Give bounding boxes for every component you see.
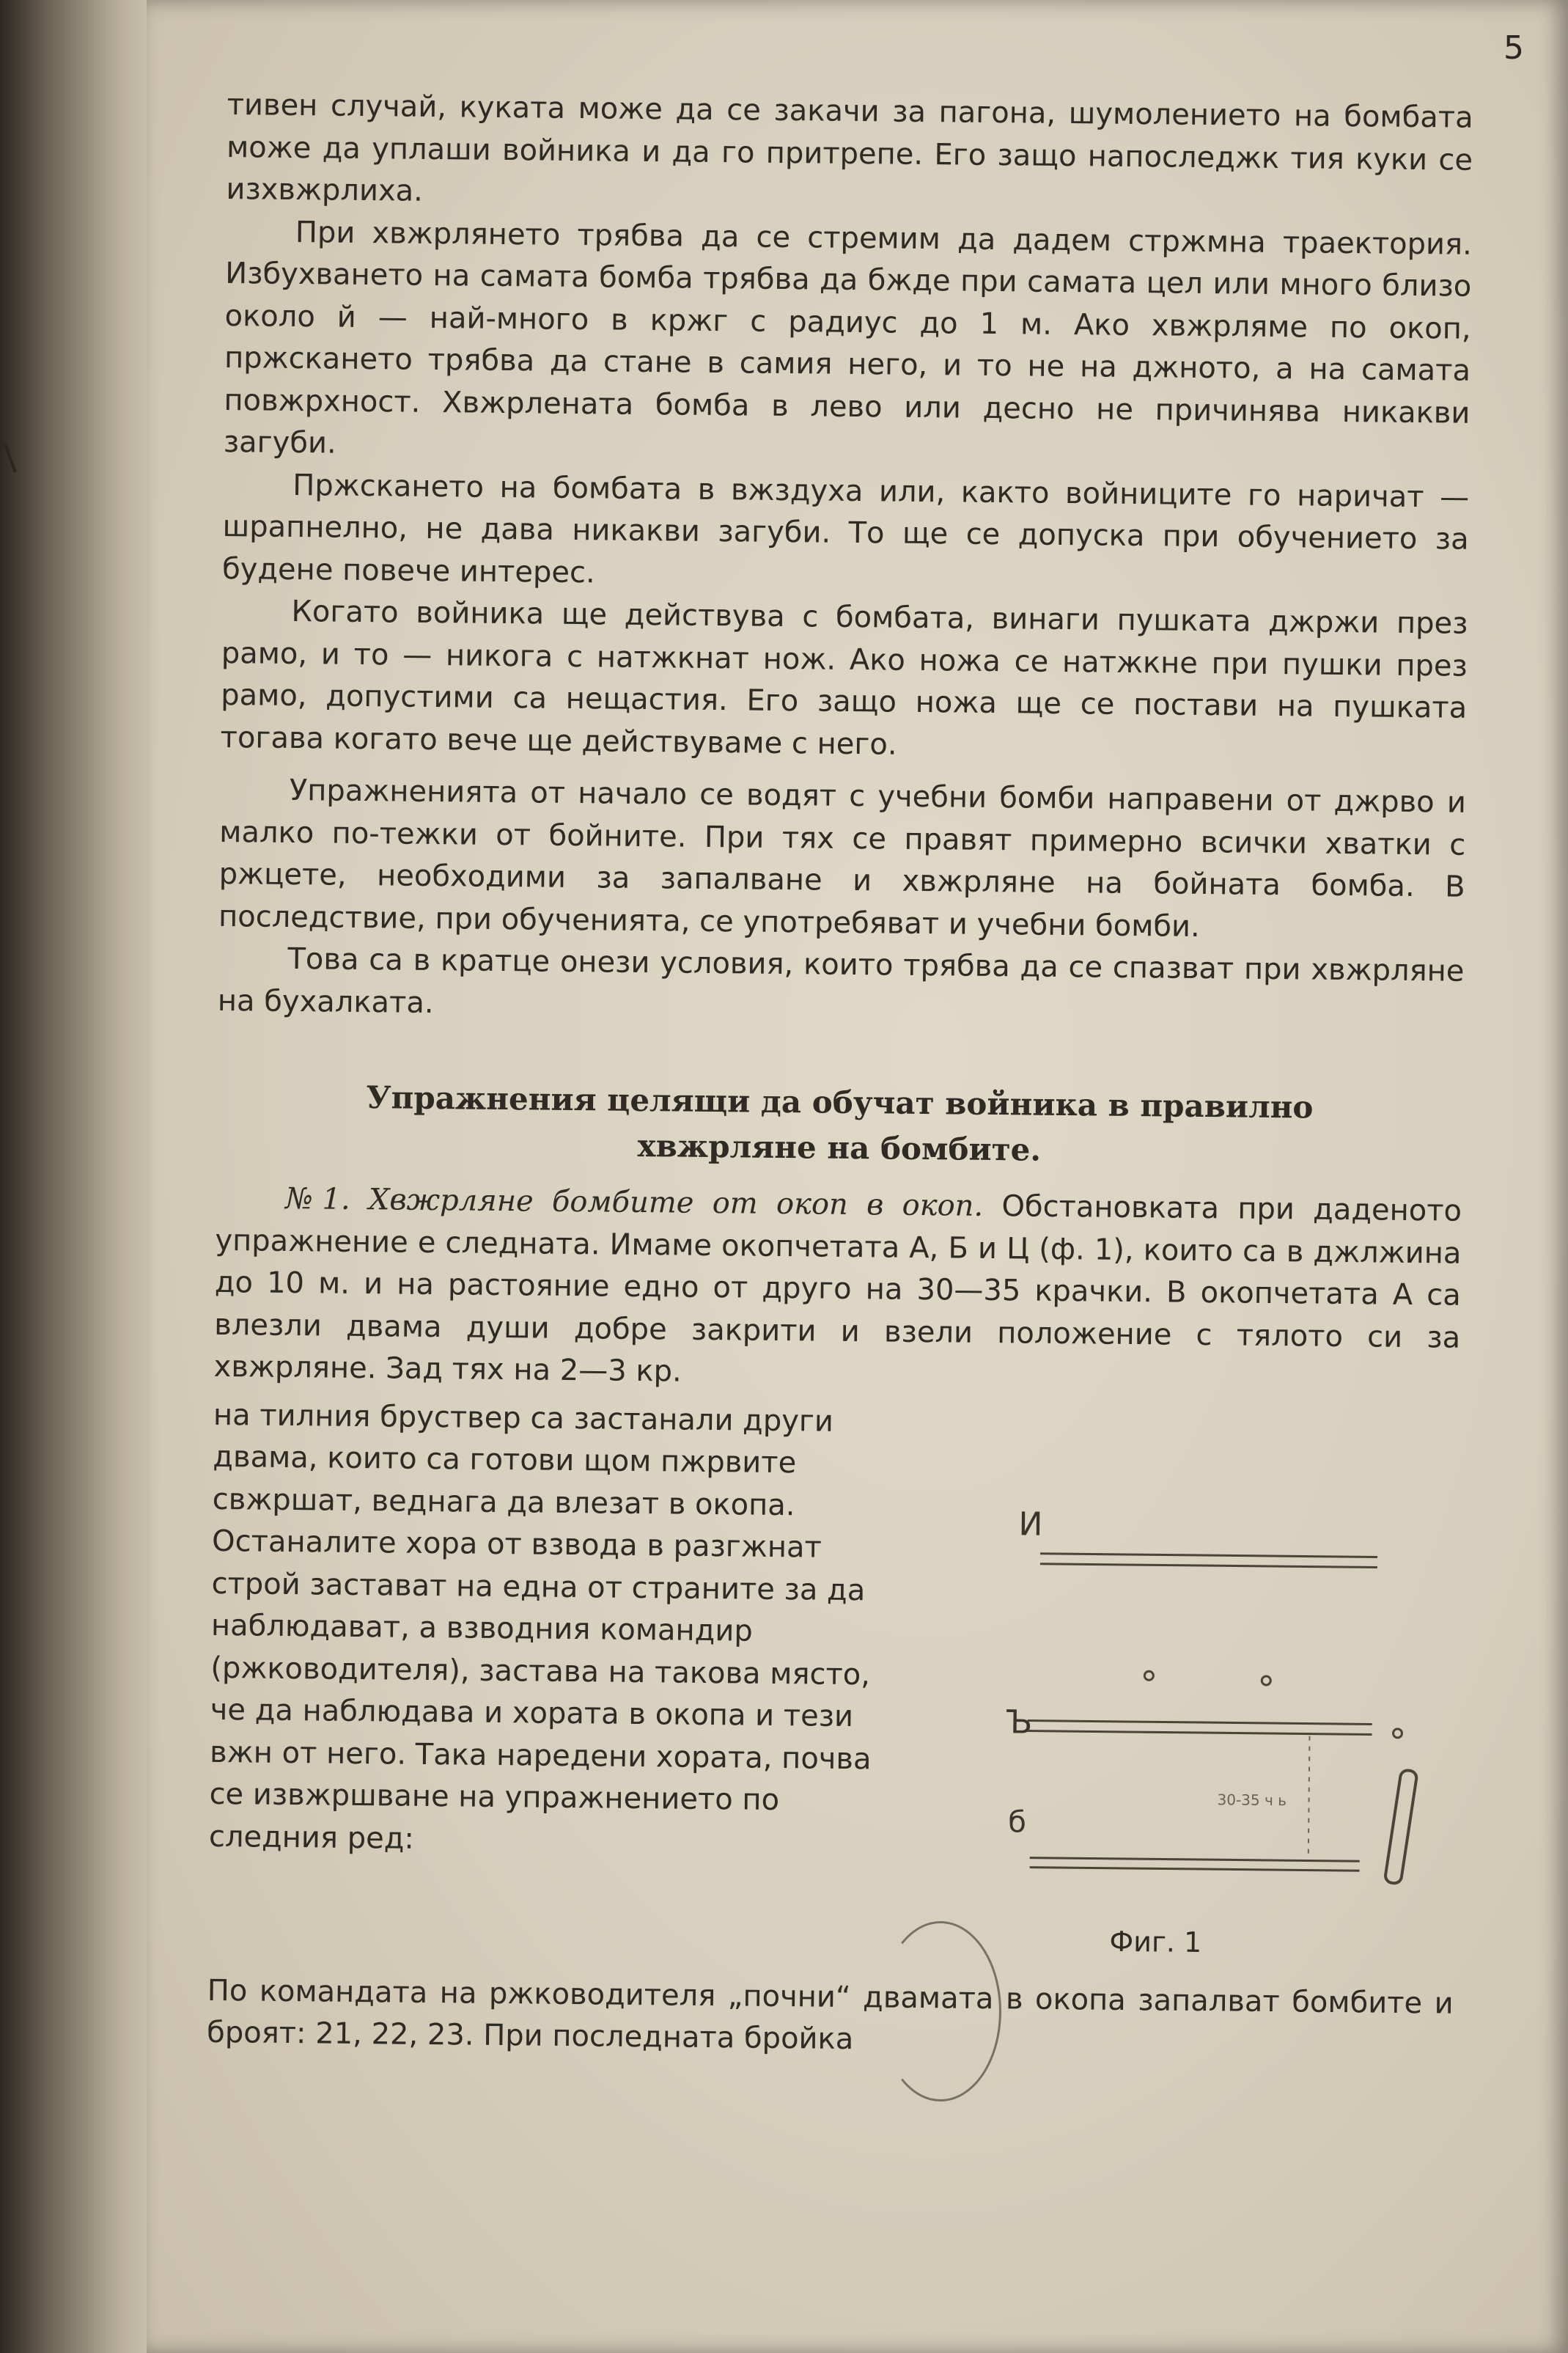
figure-1 — [941, 1442, 1460, 1983]
figure-label-low: б — [1008, 1805, 1027, 1840]
figure-caption: Фиг. 1 — [1109, 1925, 1202, 1959]
trench-line — [1030, 1857, 1360, 1861]
bomb-outline — [1385, 1769, 1418, 1884]
paragraph: Пржскането на бомбата в вжздуха или, както войниците го наричат — шрапнелно, не дава никакви загуби. То ще се допуска при обучението за будене повече интерес. — [221, 468, 1470, 590]
exercise-wrapped-text: на тилния бруствер са застанали други двама, които са готови щом пжрвите свжршат, веднага да влезат в окопа. Останалите хора от взвода в разгжнат строй застават на една от страните за да наблюдават, а взводния командир (ржководителя), застава на такова място, че да наблюдава и хората в окопа и тези вжн от него. Така наредени хората, почва се извжршване на упражнението по следния ред: — [208, 1398, 872, 1856]
pencil-circle-mark — [880, 1921, 1001, 2101]
trench-line — [1028, 1730, 1372, 1734]
exercise-paragraph — [213, 1178, 1462, 1401]
section-heading-line: хвжрляне на бомбите. — [637, 1127, 1042, 1168]
trench-line — [1028, 1720, 1372, 1724]
figure-label-top: И — [1018, 1505, 1043, 1543]
trench-line — [1030, 1867, 1360, 1871]
book-gutter — [0, 0, 169, 2353]
soldier-mark — [1393, 1728, 1402, 1737]
paragraph: Това са в кратце онези условия, които трябва да се спазват при хвжрляне на бухалката. — [217, 941, 1465, 1020]
soldier-mark — [1262, 1675, 1270, 1684]
paragraph: тивен случай, куката може да се закачи за пагона, шумолението на бомбата може да уплаши войника и да го притрепе. Его защо напоследжк тия куки се изхвжрлиха. — [226, 87, 1473, 208]
book-page — [147, 0, 1568, 2353]
page-number: 5 — [1503, 29, 1524, 67]
exercise-continuation: По командата на ржководителя „почни“ двамата в окопа запалват бомбите и броят: 21, 22, 23. При последната бройка — [206, 1973, 1454, 2057]
page-text — [207, 84, 1473, 2067]
soldier-mark — [1144, 1671, 1153, 1680]
figure-distance-note: 30-35 ч ь — [1217, 1790, 1287, 1809]
paragraph: При хвжрлянето трябва да се стремим да дадем стржмна траектория. Избухването на самата бомба трябва да бжде при самата цел или много близо около й — най-много в кржг с радиус до 1 м. Ако хвжрляме по окоп, пржскането трябва да стане в самия него, и то не на джното, а на самата повжрхност. Хвжрлената бомба в лево или десно не причинява никакви загуби. — [223, 215, 1473, 460]
paragraph: Когато войника ще действува с бомбата, винаги пушката джржи през рамо, и то — никога с натжкнат нож. Ако ножа се натжкне при пушки през рамо, допустими са нещастия. Его защо ножа ще се постави на пушката тогава когато вече ще действуваме с него. — [220, 594, 1468, 762]
section-heading — [260, 1074, 1419, 1178]
paragraph: Упражненията от начало се водят с учебни бомби направени от джрво и малко по-тежки от бойните. При тях се правят примерно всички хватки с ржцете, необходими за запалване и хвжрляне на бойната бомба. В последствие, при обученията, се употребяват и учебни бомби. — [218, 773, 1467, 944]
trench-diagram — [941, 1442, 1460, 1917]
exercise-intro: Обстановката при даденото упражнение е следната. Имаме окопчетата А, Б и Ц (ф. 1), които са в джлжина до 10 м. и на растояние едно от друго на 30—35 крачки. В окопчетата А са влезли двама души добре закрити и взели положение с тялото си за хвжрляне. Зад тях на 2—3 кр. — [213, 1189, 1462, 1389]
section-heading-line: Упражнения целящи да обучат войника в правилно — [366, 1079, 1314, 1126]
trench-line — [1040, 1563, 1377, 1567]
trench-line — [1040, 1553, 1377, 1557]
exercise-title: №1. Хвжрляне бомбите от окоп в окоп. — [284, 1181, 984, 1223]
figure-label-mid: Ъ — [1005, 1703, 1033, 1741]
distance-line — [1308, 1736, 1310, 1857]
